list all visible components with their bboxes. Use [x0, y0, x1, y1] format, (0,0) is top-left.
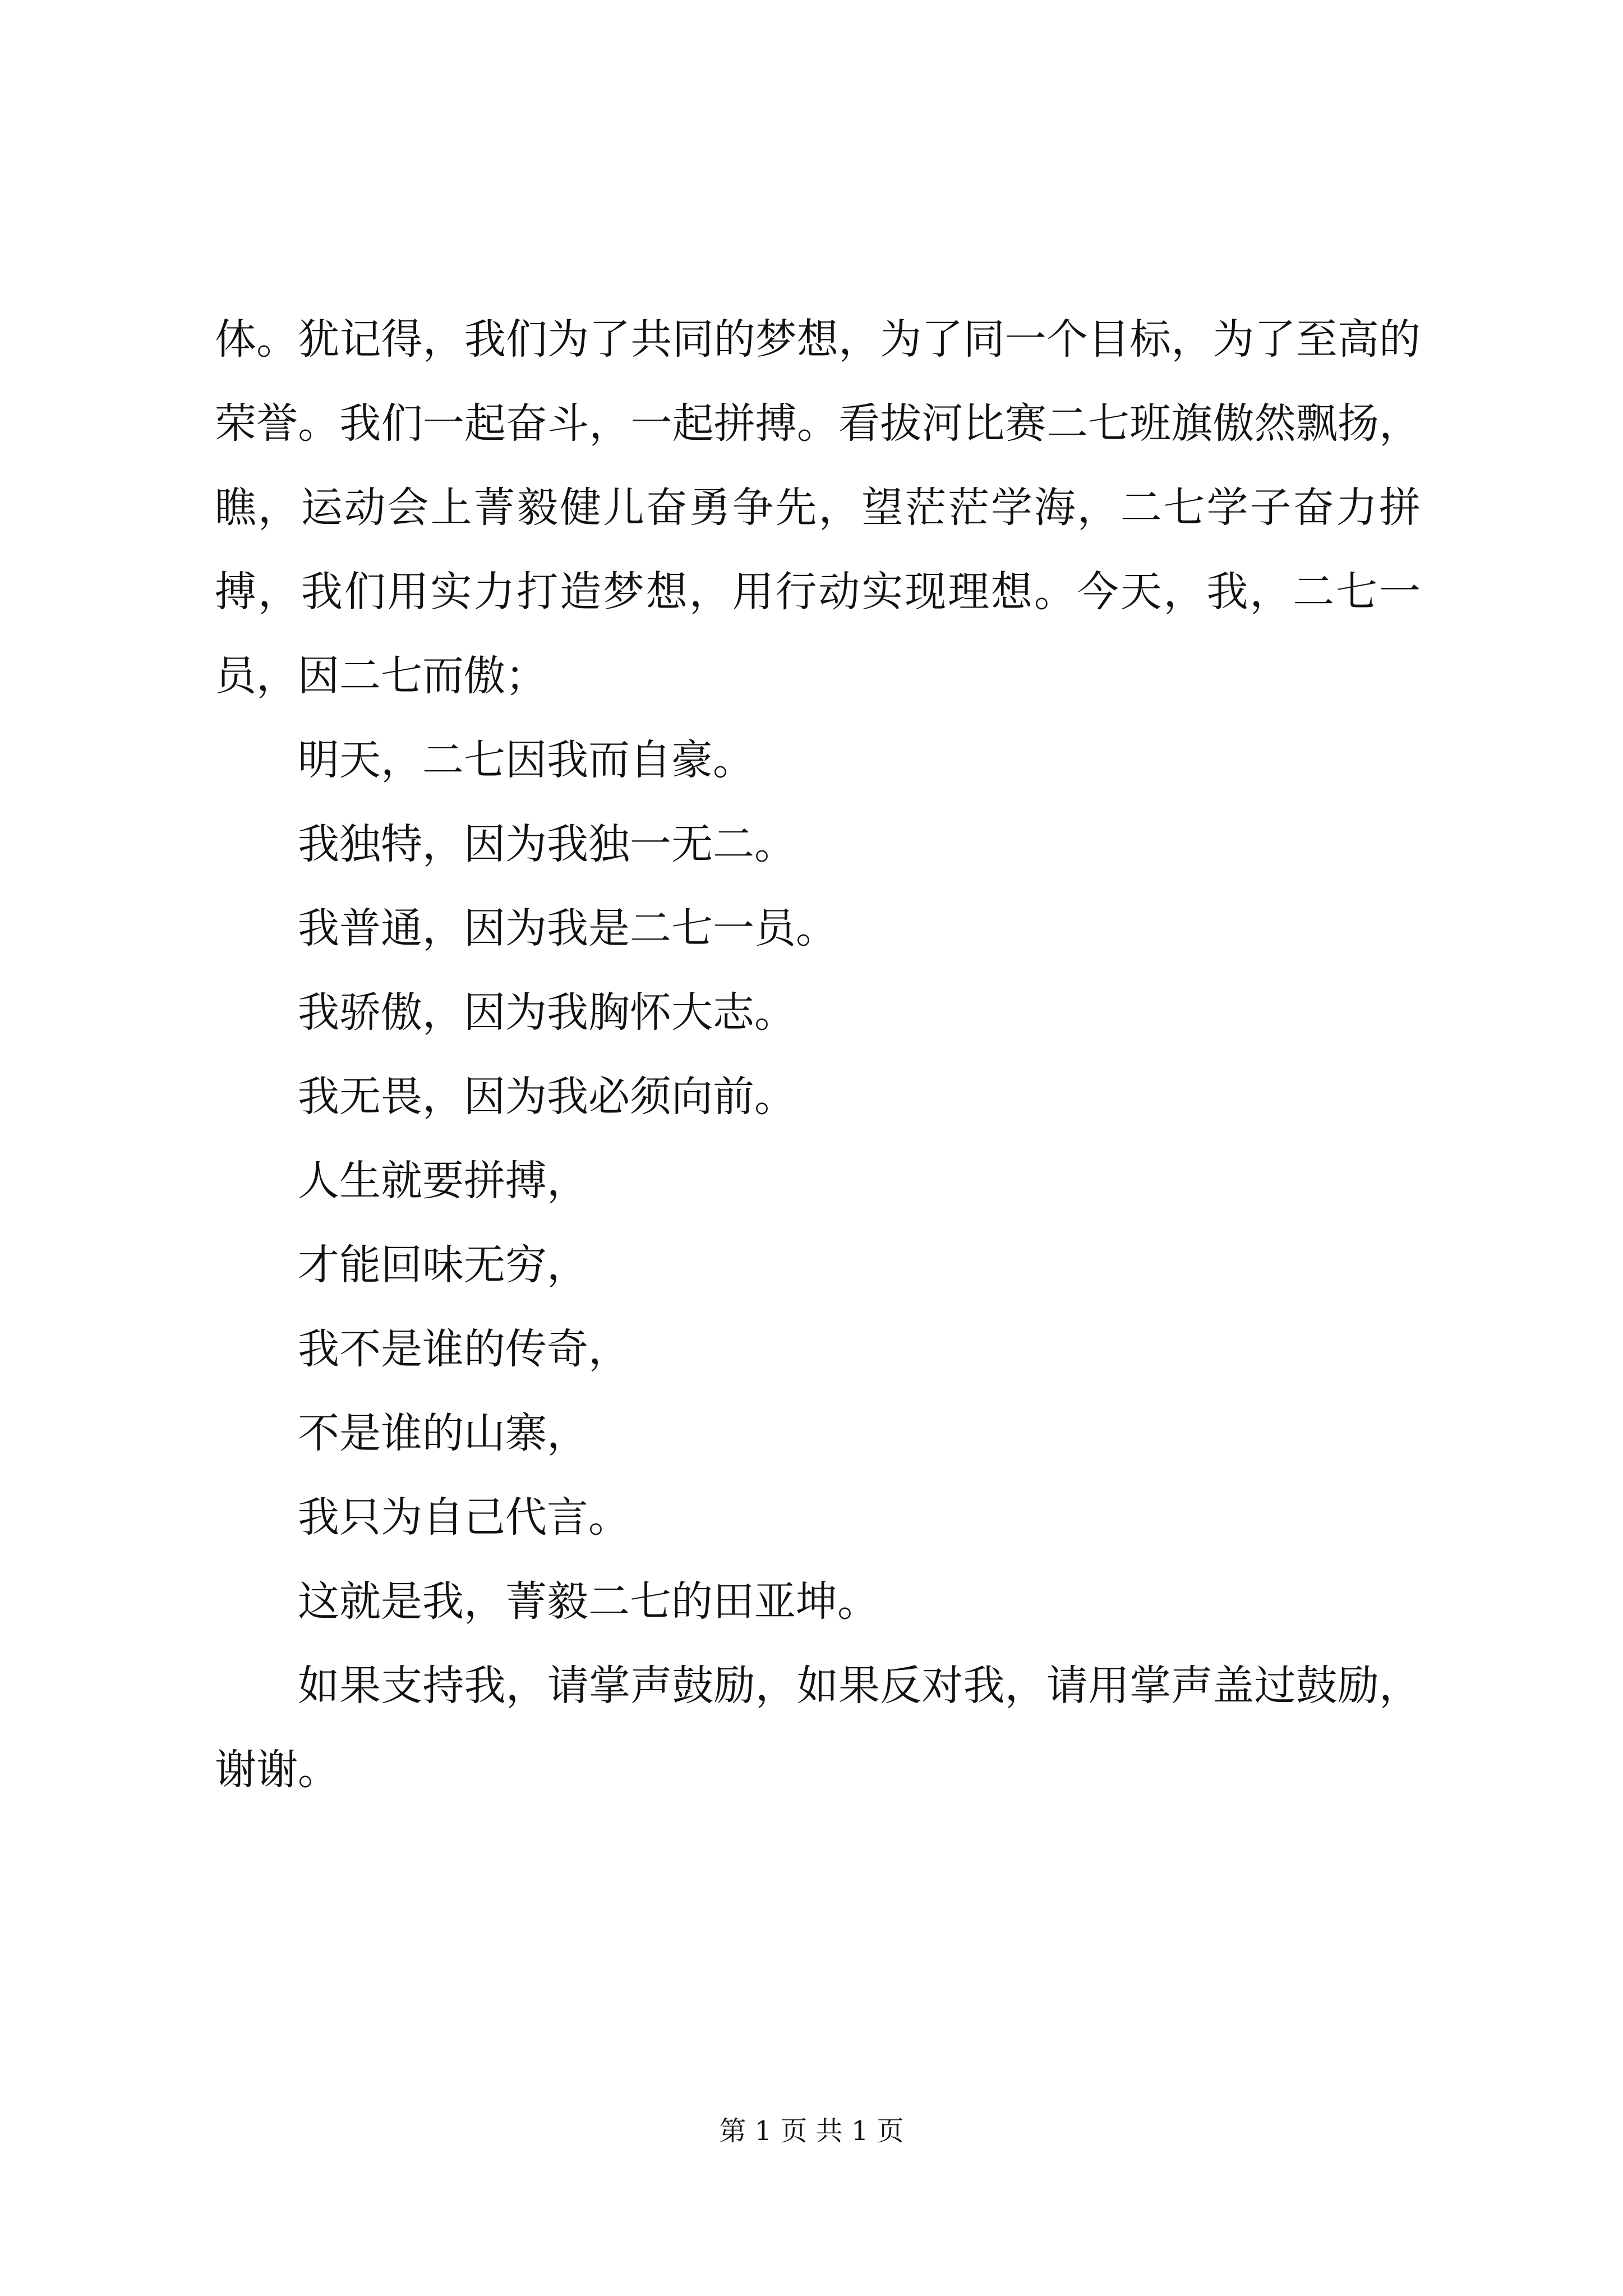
- paragraph: 不是谁的山寨，: [298, 1409, 588, 1457]
- paragraph: 我独特，因为我独一无二。: [298, 820, 796, 868]
- paragraph: 我普通，因为我是二七一员。: [298, 904, 837, 953]
- paragraph: 我无畏，因为我必须向前。: [298, 1073, 796, 1121]
- paragraph: 才能回味无穷，: [298, 1241, 588, 1289]
- document-body: [215, 297, 1421, 1812]
- paragraph: 这就是我，菁毅二七的田亚坤。: [298, 1577, 879, 1626]
- paragraph: 我只为自己代言。: [298, 1493, 630, 1542]
- paragraph: 我不是谁的传奇，: [298, 1325, 630, 1373]
- paragraph: 我骄傲，因为我胸怀大志。: [298, 988, 796, 1037]
- page-number-footer: 第 1 页 共 1 页: [719, 2115, 904, 2147]
- paragraph: 人生就要拼搏，: [298, 1157, 588, 1205]
- paragraph: 如果支持我，请掌声鼓励，如果反对我，请用掌声盖过鼓励，谢谢。: [215, 1662, 1421, 1794]
- paragraph: 体。犹记得，我们为了共同的梦想，为了同一个目标，为了至高的荣誉。我们一起奋斗，一起拼搏。看拔河比赛二七班旗傲然飘扬，瞧，运动会上菁毅健儿奋勇争先，望茫茫学海，二七学子奋力拼搏，我们用实力打造梦想，用行动实现理想。今天，我，二七一员，因二七而傲；: [215, 315, 1421, 700]
- paragraph: 明天，二七因我而自豪。: [298, 736, 754, 784]
